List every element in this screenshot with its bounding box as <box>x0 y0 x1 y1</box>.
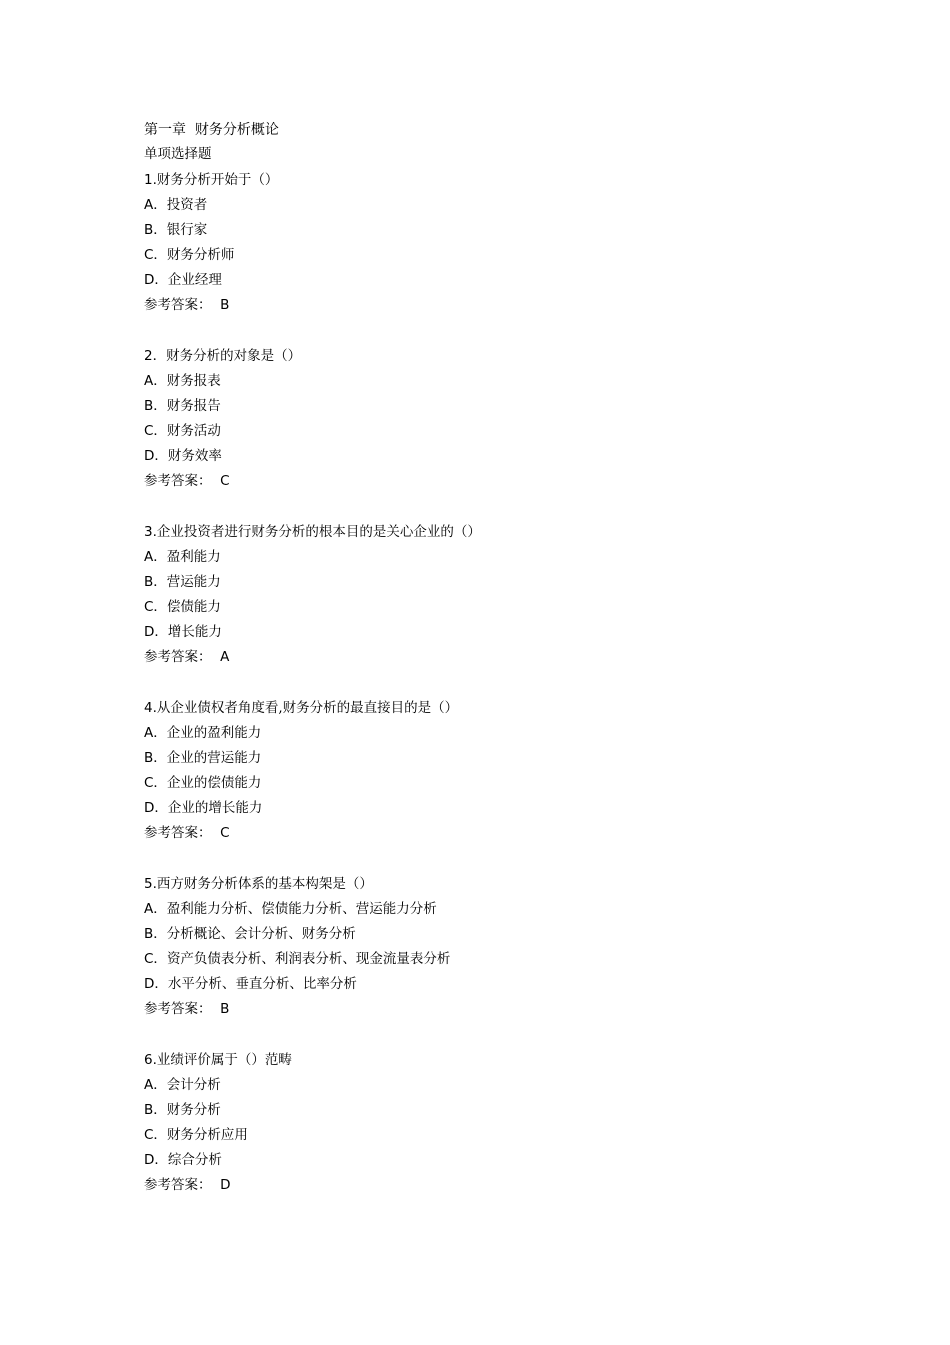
answer-value: B <box>220 297 230 313</box>
option-item <box>144 545 844 570</box>
option-letter: C． <box>144 247 167 263</box>
answer-line <box>144 1173 844 1198</box>
question-number: 2． <box>144 348 167 364</box>
option-text: 会计分析 <box>166 1077 221 1093</box>
option-letter: A． <box>144 901 167 917</box>
option-text: 财务分析应用 <box>166 1127 248 1143</box>
option-text: 营运能力 <box>166 574 221 590</box>
answer-line <box>144 997 844 1022</box>
option-item <box>144 268 844 293</box>
option-item <box>144 771 844 796</box>
option-letter: C． <box>144 1127 167 1143</box>
option-item <box>144 1123 844 1148</box>
option-text: 财务分析 <box>166 1102 221 1118</box>
question-number: 6. <box>144 1052 157 1068</box>
option-item <box>144 394 844 419</box>
option-letter: C． <box>144 951 167 967</box>
option-text: 财务效率 <box>167 448 222 464</box>
option-letter: A． <box>144 549 167 565</box>
section-title: 单项选择题 <box>144 146 212 162</box>
answer-line <box>144 293 844 318</box>
option-item <box>144 947 844 972</box>
option-letter: D． <box>144 800 168 816</box>
chapter-title: 第一章 财务分析概论 <box>144 122 279 138</box>
option-letter: B． <box>144 750 167 766</box>
option-text: 企业经理 <box>167 272 222 288</box>
answer-prefix: 参考答案： <box>144 1177 212 1193</box>
option-item <box>144 419 844 444</box>
answer-line <box>144 645 844 670</box>
option-item <box>144 721 844 746</box>
option-text: 财务活动 <box>166 423 221 439</box>
question-block <box>144 872 844 1022</box>
option-letter: D． <box>144 272 168 288</box>
option-letter: A． <box>144 373 167 389</box>
answer-value: A <box>220 649 230 665</box>
answer-value: D <box>220 1177 231 1193</box>
question-number: 1. <box>144 172 157 188</box>
option-item <box>144 243 844 268</box>
option-letter: D． <box>144 624 168 640</box>
answer-value: C <box>220 473 230 489</box>
option-letter: B． <box>144 398 167 414</box>
question-stem <box>144 520 844 545</box>
answer-value: C <box>220 825 230 841</box>
question-stem <box>144 344 844 369</box>
option-letter: D． <box>144 1152 168 1168</box>
question-block <box>144 344 844 494</box>
answer-prefix: 参考答案： <box>144 1001 212 1017</box>
answer-prefix: 参考答案： <box>144 297 212 313</box>
option-item <box>144 1148 844 1173</box>
option-item <box>144 1073 844 1098</box>
option-item <box>144 972 844 997</box>
option-letter: D． <box>144 976 168 992</box>
question-stem <box>144 1048 844 1073</box>
option-item <box>144 369 844 394</box>
option-letter: C． <box>144 775 167 791</box>
option-text: 企业的增长能力 <box>167 800 263 816</box>
option-text: 综合分析 <box>167 1152 222 1168</box>
answer-prefix: 参考答案： <box>144 825 212 841</box>
question-block <box>144 168 844 318</box>
answer-line <box>144 469 844 494</box>
option-item <box>144 746 844 771</box>
question-text: 从企业债权者角度看,财务分析的最直接目的是（） <box>156 700 459 716</box>
option-text: 银行家 <box>166 222 208 238</box>
option-item <box>144 218 844 243</box>
document-page <box>144 118 844 1198</box>
question-stem <box>144 168 844 193</box>
answer-prefix: 参考答案： <box>144 473 212 489</box>
option-text: 企业的偿债能力 <box>166 775 262 791</box>
option-letter: B． <box>144 926 167 942</box>
question-block <box>144 696 844 846</box>
question-list <box>144 168 844 1198</box>
option-text: 资产负债表分析、利润表分析、现金流量表分析 <box>166 951 451 967</box>
option-item <box>144 1098 844 1123</box>
option-text: 盈利能力 <box>166 549 221 565</box>
question-number: 3. <box>144 524 157 540</box>
option-text: 盈利能力分析、偿债能力分析、营运能力分析 <box>166 901 437 917</box>
question-block <box>144 520 844 670</box>
option-item <box>144 570 844 595</box>
question-block <box>144 1048 844 1198</box>
option-letter: D． <box>144 448 168 464</box>
option-text: 企业的盈利能力 <box>166 725 262 741</box>
option-item <box>144 922 844 947</box>
option-item <box>144 444 844 469</box>
option-text: 财务分析师 <box>166 247 235 263</box>
option-letter: B． <box>144 574 167 590</box>
question-text: 业绩评价属于（）范畴 <box>156 1052 292 1068</box>
question-number: 5. <box>144 876 157 892</box>
option-text: 增长能力 <box>167 624 222 640</box>
option-text: 财务报表 <box>166 373 221 389</box>
option-text: 分析概论、会计分析、财务分析 <box>166 926 356 942</box>
question-stem <box>144 872 844 897</box>
answer-line <box>144 821 844 846</box>
question-stem <box>144 696 844 721</box>
option-letter: A． <box>144 1077 167 1093</box>
option-letter: C． <box>144 599 167 615</box>
option-letter: C． <box>144 423 167 439</box>
option-letter: B． <box>144 222 167 238</box>
option-letter: B． <box>144 1102 167 1118</box>
question-number: 4. <box>144 700 157 716</box>
option-letter: A． <box>144 197 167 213</box>
option-text: 偿债能力 <box>166 599 221 615</box>
option-item <box>144 897 844 922</box>
answer-prefix: 参考答案： <box>144 649 212 665</box>
option-text: 企业的营运能力 <box>166 750 262 766</box>
question-text: 西方财务分析体系的基本构架是（） <box>156 876 373 892</box>
option-item <box>144 193 844 218</box>
question-text: 财务分析开始于（） <box>156 172 279 188</box>
question-text: 企业投资者进行财务分析的根本目的是关心企业的（） <box>156 524 481 540</box>
option-text: 财务报告 <box>166 398 221 414</box>
option-item <box>144 620 844 645</box>
option-item <box>144 595 844 620</box>
answer-value: B <box>220 1001 230 1017</box>
question-text: 财务分析的对象是（） <box>166 348 302 364</box>
option-text: 水平分析、垂直分析、比率分析 <box>167 976 357 992</box>
option-item <box>144 796 844 821</box>
option-letter: A． <box>144 725 167 741</box>
option-text: 投资者 <box>166 197 208 213</box>
